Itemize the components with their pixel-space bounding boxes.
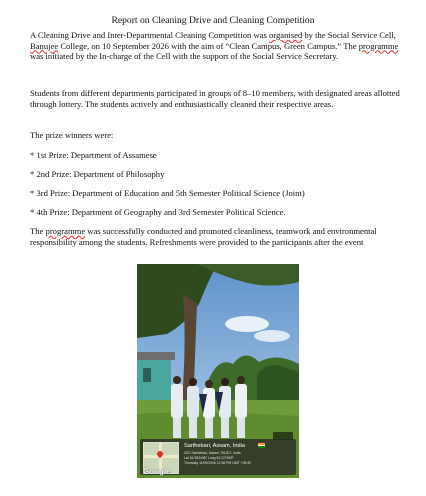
prize-heading: The prize winners were: <box>30 130 114 140</box>
geotag-timestamp: Thursday 11/09/2026 12:36 PM GMT +05:30 <box>184 461 252 465</box>
prize-item-4: * 4th Prize: Department of Geography and 3rd Semester Political Science. <box>30 207 286 217</box>
spell-flagged-word: Banujee <box>30 40 59 51</box>
intro-text: A Cleaning Drive and Inter-Departmental Cleaning Competition was <box>30 30 269 40</box>
india-flag-icon <box>258 443 265 448</box>
closing-text: The <box>30 226 46 236</box>
intro-text: College, on 10 September 2026 with the aim of “Clean Campus, Green Campus.” The <box>58 40 359 51</box>
closing-text: was successfully conducted and promoted cleanliness, teamwork and environmental responsibility among the students. Refreshments were provided to the participants after the event <box>30 226 377 247</box>
google-logo: Google <box>143 467 171 476</box>
prize-item-1: * 1st Prize: Department of Assamese <box>30 150 157 160</box>
closing-paragraph <box>30 226 402 247</box>
geotag-address: 3G2 Sarthebari, Assam 781307, India <box>184 451 241 455</box>
intro-paragraph <box>30 30 402 62</box>
spell-flagged-word: programme <box>45 226 86 236</box>
spell-flagged-word: programme <box>358 40 399 51</box>
participation-paragraph: Students from different departments participated in groups of 8–10 members, with designated areas allotted through lottery. The students actively and enthusiastically cleaned their respective areas. <box>30 88 400 109</box>
geotag-coordinates: Lat 26.383438° Long 91.227609° <box>184 456 234 460</box>
spell-flagged-word: organised <box>268 30 303 40</box>
report-title: Report on Cleaning Drive and Cleaning Competition <box>111 15 315 26</box>
prize-item-3: * 3rd Prize: Department of Education and 5th Semester Political Science (Joint) <box>30 188 305 198</box>
intro-text: by the Social Service Cell, <box>302 30 396 40</box>
event-photo <box>137 264 299 478</box>
prize-item-2: * 2nd Prize: Department of Philosophy <box>30 169 165 179</box>
intro-text: was initiated by the In-charge of the Cell with the support of the Social Service Secretary. <box>30 51 339 62</box>
geotag-location: Sarthebari, Assam, India <box>184 443 245 449</box>
